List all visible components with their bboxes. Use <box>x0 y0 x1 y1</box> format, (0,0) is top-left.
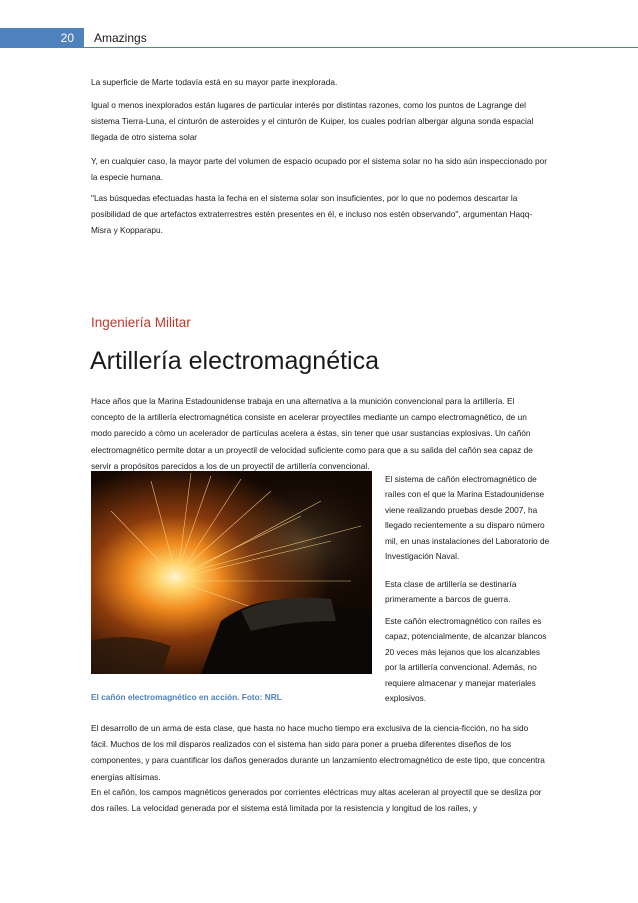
page-header <box>0 28 638 48</box>
body-paragraph: "Las búsquedas efectuadas hasta la fecha en el sistema solar son insuficientes, por lo que no podemos descartar la posibilidad de que artefactos extraterrestres estén presentes en él, e incluso nos estén observando", argumentan Haqq-Misra y Kopparapu. <box>91 193 533 236</box>
side-paragraph: El sistema de cañón electromagnético de raíles con el que la Marina Estadounidense viene realizando pruebas desde 2007, ha llegado recientemente a su disparo número mil, en unas instalaciones del Laboratorio de Investigación Naval. <box>385 474 550 562</box>
page-number: 20 <box>0 28 84 48</box>
body-paragraph: El desarrollo de un arma de esta clase, que hasta no hace mucho tiempo era exclusiva de la ciencia-ficción, no ha sido fácil. Muchos de los mil disparos realizados con el sistema han sido para poner a prueba diferentes diseños de los componentes, y para cuantificar los daños generados durante un lanzamiento electromagnético de este tipo, que concentra energías altísimas. <box>91 723 545 782</box>
side-paragraph: Esta clase de artillería se destinaría primeramente a barcos de guerra. <box>385 579 517 605</box>
railgun-photo-image <box>91 471 372 674</box>
body-paragraph: En el cañón, los campos magnéticos generados por corrientes eléctricas muy altas aceleran al proyectil que se desliza por dos raíles. La velocidad generada por el sistema está limitada por la resistencia y longitud de los raíles, y <box>91 787 542 814</box>
magazine-name: Amazings <box>94 31 147 45</box>
side-paragraph: Este cañón electromagnético con raíles es capaz, potencialmente, de alcanzar blancos 20 veces más lejanos que los alcanzables por la artillería convencional. Además, no requiere almacenar y manejar materiales explosivos. <box>385 616 547 704</box>
body-paragraph: La superficie de Marte todavía está en su mayor parte inexplorada. <box>91 77 338 87</box>
article-intro: Hace años que la Marina Estadounidense trabaja en una alternativa a la munición convencional para la artillería. El concepto de la artillería electromagnética consiste en acelerar proyectiles mediante un campo electromagnético, de un modo parecido a cómo un acelerador de partículas acelera a éstas, sin tener que usar sustancias explosivas. Un cañón electromagnético permite dotar a un proyectil de velocidad suficiente como para que a su salida del cañón sea capaz de servir a propósitos parecidos a los de un proyectil de artillería convencional. <box>91 396 533 471</box>
body-paragraph: Y, en cualquier caso, la mayor parte del volumen de espacio ocupado por el sistema solar no ha sido aún inspeccionado por la especie humana. <box>91 156 547 183</box>
photo-caption: El cañón electromagnético en acción. Foto: NRL <box>91 692 282 702</box>
section-label: Ingeniería Militar <box>91 315 191 330</box>
railgun-photo <box>91 471 372 674</box>
article-title: Artillería electromagnética <box>90 347 380 375</box>
body-paragraph: Igual o menos inexplorados están lugares de particular interés por distintas razones, como los puntos de Lagrange del sistema Tierra-Luna, el cinturón de asteroides y el cinturón de Kuiper, los cuales podrían albergar alguna sonda espacial llegada de otro sistema solar <box>91 100 534 143</box>
header-rule <box>0 47 638 48</box>
